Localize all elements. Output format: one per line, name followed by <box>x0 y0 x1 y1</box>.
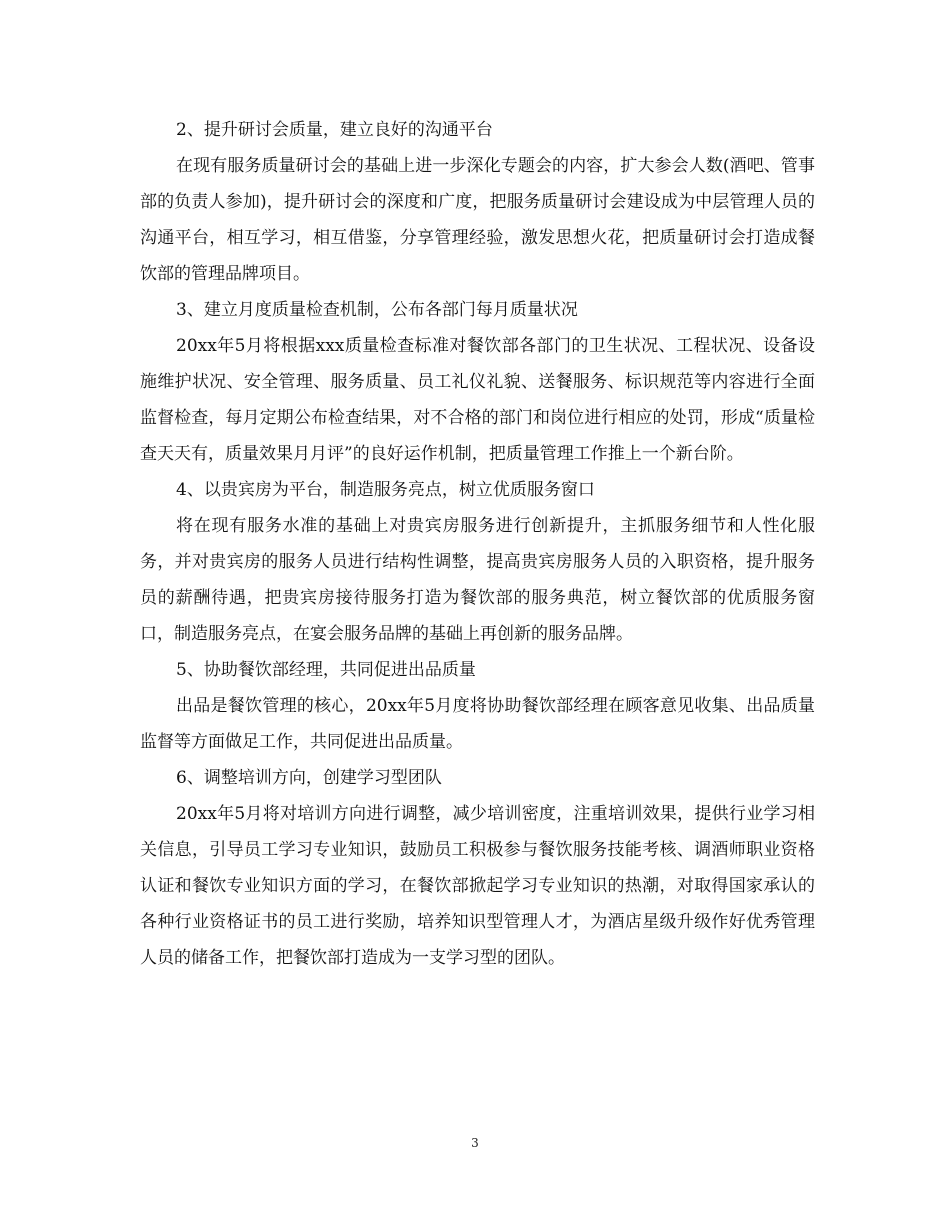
section-4 <box>140 472 815 652</box>
section-paragraph: 出品是餐饮管理的核心，20xx年5月度将协助餐饮部经理在顾客意见收集、出品质量监督等方面做足工作，共同促进出品质量。 <box>140 696 815 752</box>
section-6 <box>140 760 815 976</box>
section-paragraph: 20xx年5月将对培训方向进行调整，减少培训密度，注重培训效果，提供行业学习相关信息，引导员工学习专业知识，鼓励员工积极参与餐饮服务技能考核、调酒师职业资格认证和餐饮专业知识方面的学习，在餐饮部掀起学习专业知识的热潮，对取得国家承认的各种行业资格证书的员工进行奖励，培养知识型管理人才，为酒店星级升级作好优秀管理人员的储备工作，把餐饮部打造成为一支学习型的团队。 <box>140 804 815 968</box>
section-paragraph: 将在现有服务水准的基础上对贵宾房服务进行创新提升，主抓服务细节和人性化服务，并对贵宾房的服务人员进行结构性调整，提高贵宾房服务人员的入职资格，提升服务员的薪酬待遇，把贵宾房接待服务打造为餐饮部的服务典范，树立餐饮部的优质服务窗口，制造服务亮点，在宴会服务品牌的基础上再创新的服务品牌。 <box>140 516 815 644</box>
section-heading: 3、建立月度质量检查机制，公布各部门每月质量状况 <box>176 300 578 320</box>
section-heading: 4、以贵宾房为平台，制造服务亮点，树立优质服务窗口 <box>176 480 595 500</box>
section-heading: 6、调整培训方向，创建学习型团队 <box>176 768 442 788</box>
section-heading: 2、提升研讨会质量，建立良好的沟通平台 <box>176 120 493 140</box>
document-body <box>140 112 815 976</box>
section-2 <box>140 112 815 292</box>
section-5 <box>140 652 815 760</box>
section-heading: 5、协助餐饮部经理，共同促进出品质量 <box>176 660 476 680</box>
section-paragraph: 在现有服务质量研讨会的基础上进一步深化专题会的内容，扩大参会人数(酒吧、管事部的负责人参加)，提升研讨会的深度和广度，把服务质量研讨会建设成为中层管理人员的沟通平台，相互学习，相互借鉴，分享管理经验，激发思想火花，把质量研讨会打造成餐饮部的管理品牌项目。 <box>140 156 815 284</box>
page-number: 3 <box>471 1136 479 1150</box>
section-paragraph: 20xx年5月将根据xxx质量检查标准对餐饮部各部门的卫生状况、工程状况、设备设施维护状况、安全管理、服务质量、员工礼仪礼貌、送餐服务、标识规范等内容进行全面监督检查，每月定期公布检查结果，对不合格的部门和岗位进行相应的处罚，形成“质量检查天天有，质量效果月月评”的良好运作机制，把质量管理工作推上一个新台阶。 <box>140 336 815 464</box>
section-3 <box>140 292 815 472</box>
